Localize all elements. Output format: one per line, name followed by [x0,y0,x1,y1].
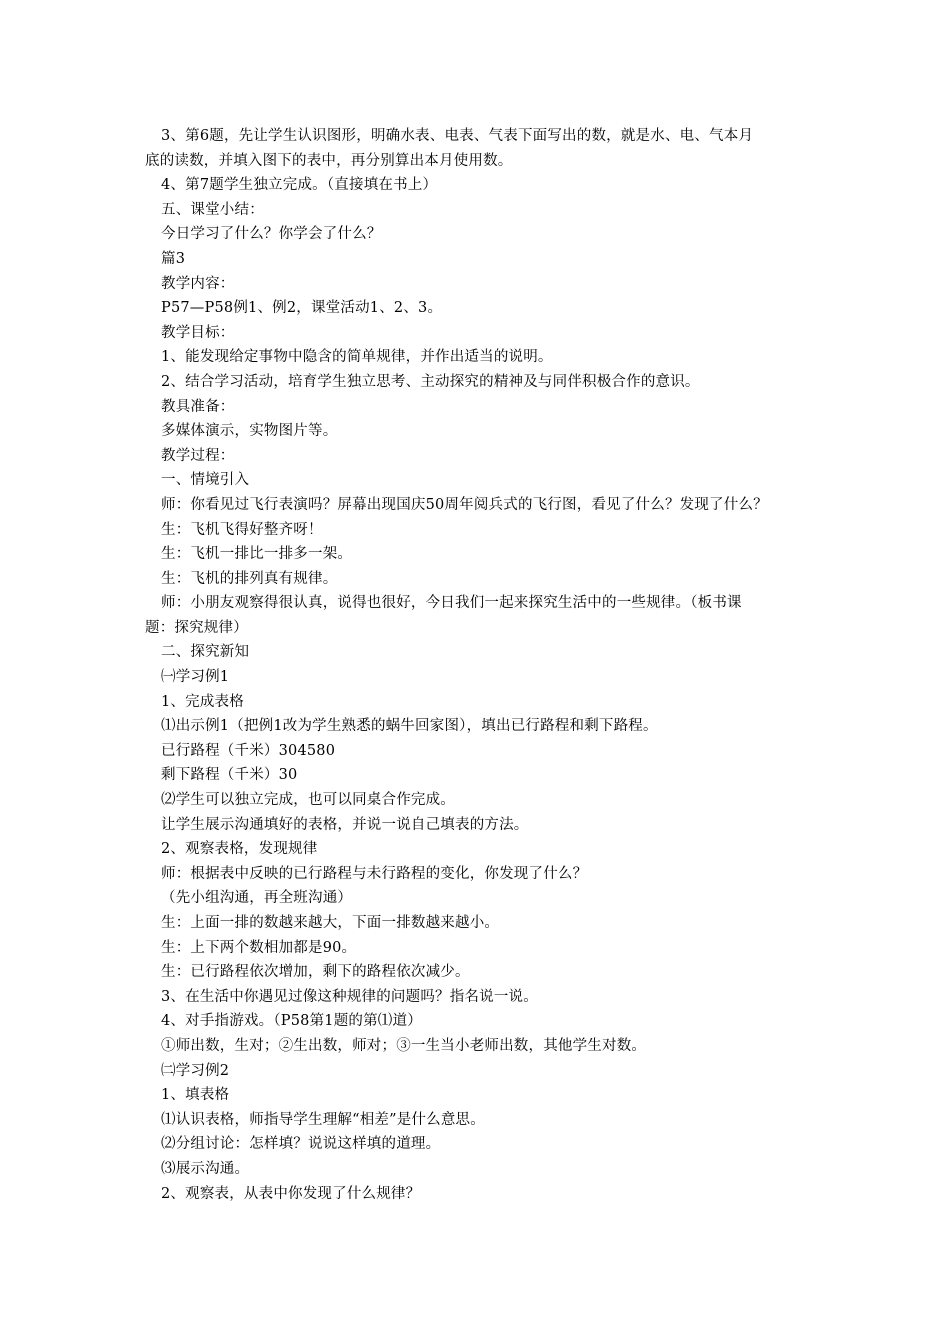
text-line: ⑶展示沟通。 [161,1160,250,1177]
text-line: ⑵学生可以独立完成，也可以同桌合作完成。 [161,792,455,809]
section-heading: 五、课堂小结： [161,201,264,218]
text-line: ①师出数，生对；②生出数，师对；③一生当小老师出数，其他学生对数。 [161,1037,647,1054]
text-line: 生：飞机一排比一排多一架。 [161,546,353,563]
text-line: 1、完成表格 [161,693,244,710]
text-line: ⑴出示例1（把例1改为学生熟悉的蜗牛回家图），填出已行路程和剩下路程。 [161,718,658,735]
text-line: 题：探究规律） [145,619,248,636]
text-line: 2、观察表，从表中你发现了什么规律？ [161,1185,421,1202]
section-heading: 教具准备： [161,398,235,415]
section-heading: ㈠学习例1 [161,669,230,686]
text-line: ⑵分组讨论：怎样填？说说这样填的道理。 [161,1136,441,1153]
text-line: 生：飞机飞得好整齐呀！ [161,521,323,538]
text-line: 今日学习了什么？你学会了什么？ [161,226,382,243]
text-line: 1、填表格 [161,1087,230,1104]
text-line: 生：飞机的排列真有规律。 [161,570,338,587]
section-heading: 二、探究新知 [161,644,250,661]
section-heading: 教学过程： [161,447,235,464]
text-line: 师：小朋友观察得很认真，说得也很好，今日我们一起来探究生活中的一些规律。（板书课 [161,595,742,612]
text-line: （先小组沟通，再全班沟通） [161,890,353,907]
text-line: 生：上下两个数相加都是90。 [161,939,357,956]
text-line: 已行路程（千米）304580 [161,742,336,759]
section-heading: ㈡学习例2 [161,1062,230,1079]
text-line: 生：上面一排的数越来越大，下面一排数越来越小。 [161,915,500,931]
text-line: ⑴认识表格，师指导学生理解“相差”是什么意思。 [161,1111,485,1128]
text-line: 师：你看见过飞行表演吗？屏幕出现国庆50周年阅兵式的飞行图，看见了什么？发现了什么？ [161,496,768,513]
text-line: 多媒体演示，实物图片等。 [161,423,338,440]
text-line: 生：已行路程依次增加，剩下的路程依次减少。 [161,964,470,981]
text-line: 3、在生活中你遇见过像这种规律的问题吗？指名说一说。 [161,988,538,1005]
text-line: 师：根据表中反映的已行路程与未行路程的变化，你发现了什么？ [161,865,588,882]
section-heading: 一、情境引入 [161,472,250,489]
text-line: 4、第7题学生独立完成。（直接填在书上） [161,177,438,194]
text-line: 4、对手指游戏。（P58第1题的第⑴道） [161,1013,422,1030]
text-line: 1、能发现给定事物中隐含的简单规律，并作出适当的说明。 [161,349,553,366]
text-line: P57—P58例1、例2，课堂活动1、2、3。 [161,300,443,317]
section-heading: 教学内容： [161,275,235,292]
text-line: 2、观察表格，发现规律 [161,841,318,858]
text-line: 剩下路程（千米）30 [161,767,298,784]
section-heading: 篇3 [161,250,186,267]
text-line: 2、结合学习活动，培育学生独立思考、主动探究的精神及与同伴积极合作的意识。 [161,373,700,390]
section-heading: 教学目标： [161,324,235,341]
document-body [145,124,817,1206]
text-line: 3、第6题，先让学生认识图形，明确水表、电表、气表下面写出的数，就是水、电、气本月 [161,128,754,144]
text-line: 底的读数，并填入图下的表中，再分别算出本月使用数。 [145,152,513,169]
text-line: 让学生展示沟通填好的表格，并说一说自己填表的方法。 [161,816,529,833]
